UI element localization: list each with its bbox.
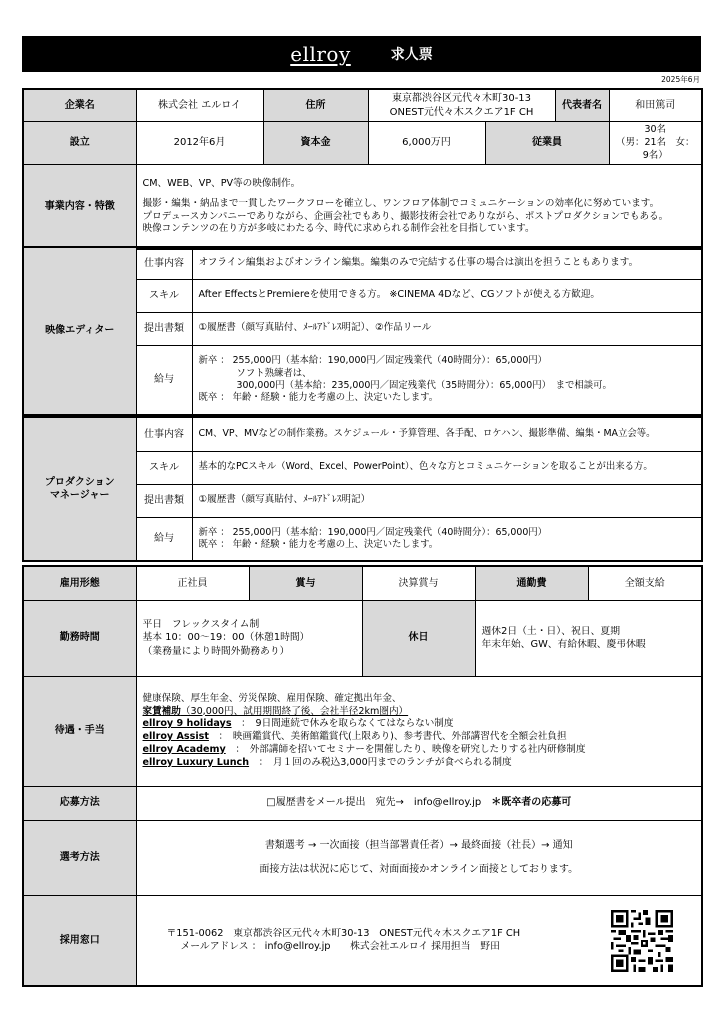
recruitment-contact-value: 〒151-0062 東京都渋谷区元代々木町30-13 ONEST元代々木スクエア1F CH メールアドレス ： info@ellroy.jp 株式会社エルロイ 採用担当 野田 [136, 895, 702, 986]
ellroy-academy: ellroy Academy ： 外部講師を招いてセミナーを開催したり、映像を研究したりする社内研修制度 [142, 743, 586, 755]
commute-value: 全額支給 [588, 566, 702, 600]
address-line1: 東京都渋谷区元代々木町30-13 [391, 93, 532, 104]
selection-method-label: 選考方法 [23, 820, 136, 895]
business-description [136, 165, 702, 249]
producer-docs-label: 提出書類 [136, 484, 192, 517]
employment-type-value: 正社員 [136, 566, 249, 600]
application-method-value: □履歴書をメール提出 宛先→ info@ellroy.jp ＊既卒者の応募可 [136, 786, 702, 820]
graduates-welcome-note: ＊既卒者の応募可 [491, 797, 572, 809]
selection-method-value: 書類選考 → 一次面接（担当部署責任者）→ 最終面接（社長）→ 通知 面接方法は状況に応じて、対面面接かオンライン面接としております。 [136, 820, 702, 895]
employment-type-label: 雇用形態 [23, 566, 136, 600]
business-line: プロデュースカンパニーでありながら、企画会社でもあり、撮影技術会社でありながら、ポストプロダクションでもある。 [142, 210, 669, 222]
recruitment-contact-label: 採用窓口 [23, 895, 136, 986]
bonus-value: 決算賞与 [362, 566, 475, 600]
editor-work-value: オフライン編集およびオンライン編集。編集のみで完結する仕事の場合は演出を担うこともあります。 [192, 247, 702, 279]
benefits-value: 健康保険、厚生年金、労災保険、雇用保険、確定拠出年金、 家賃補助（30,000円、試用期間終了後、会社半径2km圏内） ellroy 9 holidays ： 9日間連続で休みを取らなくてはならない制度 ellroy Assist ： 映画鑑賞代、美術館鑑賞代(上限あり)、参考書代、外部講習代を全額会社負担 ellroy Academy ： 外部講師を招いてセミナーを開催したり、映像を研究したりする社内研修制度 ellroy Luxury Lunch ： 月１回のみ税込3,000円までのランチが食べられる制度 [136, 676, 702, 786]
producer-docs-value: ①履歴書（顔写真貼付、ﾒｰﾙｱﾄﾞﾚｽ明記） [192, 484, 702, 517]
producer-salary-label: 給与 [136, 517, 192, 561]
business-line: 撮影・編集・納品まで一貫したワークフローを確立し、ワンフロア体制でコミュニケーションの効率化に努めています。 [142, 198, 660, 210]
business-line: CM、WEB、VP、PV等の映像制作。 [142, 177, 301, 189]
issue-date: 2025年6月 [661, 75, 700, 84]
editor-role-label: 映像エディター [23, 247, 136, 415]
business-line: 映像コンテンツの在り方が多岐にわたる今、時代に求められる制作会社を目指しています。 [142, 223, 535, 235]
founded-value: 2012年6月 [136, 122, 263, 165]
employees-count: 30名 [644, 124, 667, 135]
ellroy-assist: ellroy Assist ： 映画鑑賞代、美術館鑑賞代(上限あり)、参考書代、外部講習代を全額会社負担 [142, 731, 567, 742]
editor-docs-label: 提出書類 [136, 312, 192, 345]
editor-salary-label: 給与 [136, 345, 192, 415]
producer-skill-label: スキル [136, 451, 192, 484]
commute-label: 通勤費 [475, 566, 588, 600]
company-info-table [22, 88, 703, 250]
producer-skill-value: 基本的なPCスキル（Word、Excel、PowerPoint）、色々な方とコミュニケーションを取ることが出来る方。 [192, 451, 702, 484]
address-line2: ONEST元代々木スクエア1F CH [389, 106, 534, 118]
housing-allowance: 家賃補助（30,000円、試用期間終了後、会社半径2km圏内） [142, 705, 409, 717]
address-label: 住所 [263, 89, 368, 122]
capital-label: 資本金 [263, 122, 368, 165]
business-label: 事業内容・特徴 [23, 165, 136, 249]
working-hours-value: 平日 フレックスタイム制 基本 10：00～19：00（休憩1時間） （業務量により時間外勤務あり） [136, 600, 362, 676]
holidays-value: 週休2日（土・日）、祝日、夏期 年末年始、GW、有給休暇、慶弔休暇 [475, 600, 702, 676]
editor-position-table [22, 246, 703, 416]
editor-work-label: 仕事内容 [136, 247, 192, 279]
salary-line: 既卒 ： 年齢・経験・能力を考慮の上、決定いたします。 [198, 538, 439, 550]
employees-breakdown: （男：21名 女：9名） [615, 136, 695, 161]
editor-salary-value [192, 345, 702, 415]
conditions-table [22, 565, 703, 987]
ellroy-luxury-lunch: ellroy Luxury Lunch ： 月１回のみ税込3,000円までのランチが食べられる制度 [142, 756, 512, 768]
founded-label: 設立 [23, 122, 136, 165]
producer-role-label: プロダクション マネージャー [23, 417, 136, 561]
qr-code-icon[interactable] [611, 910, 673, 972]
producer-work-label: 仕事内容 [136, 417, 192, 451]
company-name-label: 企業名 [23, 89, 136, 122]
representative-value: 和田篤司 [609, 89, 702, 122]
employees-value [609, 122, 702, 165]
holidays-label: 休日 [362, 600, 475, 676]
company-name-value: 株式会社 エルロイ [136, 89, 263, 122]
ellroy-logo: ellroy [290, 42, 351, 66]
producer-position-table [22, 416, 703, 562]
representative-label: 代表者名 [555, 89, 609, 122]
header-bar [22, 36, 701, 72]
editor-docs-value: ①履歴書（顔写真貼付、ﾒｰﾙｱﾄﾞﾚｽ明記）、②作品リール [192, 312, 702, 345]
working-hours-label: 勤務時間 [23, 600, 136, 676]
address-value [368, 89, 555, 122]
nine-holidays: ellroy 9 holidays ： 9日間連続で休みを取らなくてはならない制度 [142, 718, 454, 730]
salary-line: 300,000円（基本給：235,000円／固定残業代（35時間分）：65,000円） まで相談可。 [236, 379, 612, 391]
employees-label: 従業員 [485, 122, 609, 165]
document-title: 求人票 [390, 47, 433, 63]
benefits-label: 待遇・手当 [23, 676, 136, 786]
bonus-label: 賞与 [249, 566, 362, 600]
application-method-label: 応募方法 [23, 786, 136, 820]
salary-line: 新卒 ： 255,000円（基本給：190,000円／固定残業代（40時間分）：65,000円） [198, 355, 548, 367]
editor-skill-value: After EffectsとPremiereを使用できる方。 ※CINEMA 4Dなど、CGソフトが使える方歓迎。 [192, 279, 702, 312]
salary-line: 新卒 ： 255,000円（基本給：190,000円／固定残業代（40時間分）：65,000円） [198, 526, 548, 538]
capital-value: 6,000万円 [368, 122, 485, 165]
producer-salary-value [192, 517, 702, 561]
editor-skill-label: スキル [136, 279, 192, 312]
producer-work-value: CM、VP、MVなどの制作業務。スケジュール・予算管理、各手配、ロケハン、撮影準備、編集・MA立会等。 [192, 417, 702, 451]
salary-line: 既卒 ： 年齢・経験・能力を考慮の上、決定いたします。 [198, 391, 439, 403]
salary-line: ソフト熟練者は、 [236, 367, 312, 379]
